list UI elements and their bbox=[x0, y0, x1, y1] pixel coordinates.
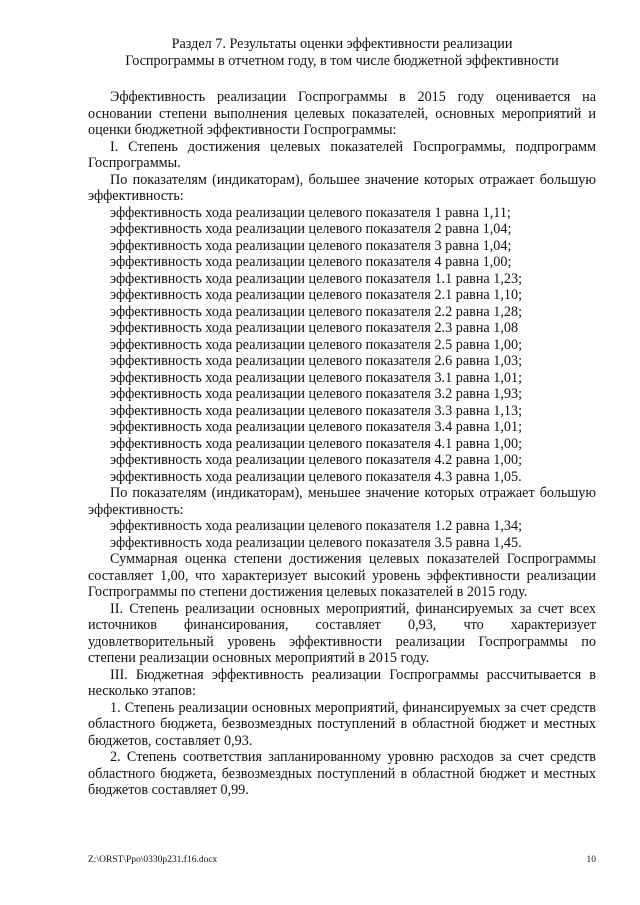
list-item: эффективность хода реализации целевого показателя 2.3 равна 1,08 bbox=[110, 320, 519, 336]
list-item: эффективность хода реализации целевого показателя 3.4 равна 1,01; bbox=[110, 419, 523, 435]
list-item: эффективность хода реализации целевого показателя 3.1 равна 1,01; bbox=[110, 369, 523, 386]
document-page bbox=[88, 36, 596, 799]
list-item: эффективность хода реализации целевого показателя 2.1 равна 1,10; bbox=[110, 287, 523, 303]
section-3-title: III. Бюджетная эффективность реализации Госпрограммы рассчитывается в несколько этапов: bbox=[88, 666, 596, 699]
section-2-paragraph: II. Степень реализации основных мероприятий, финансируемых за счет всех источников финансирования, составляет 0,93, что характеризует удовлетворительный уровень эффективности реализации Госпрограммы по степени реализации основных мероприятий в 2015 году. bbox=[88, 600, 596, 666]
lesser-intro: По показателям (индикаторам), меньшее значение которых отражает большую эффективность: bbox=[88, 485, 596, 518]
lesser-list bbox=[88, 518, 596, 551]
list-item: эффективность хода реализации целевого показателя 4 равна 1,00; bbox=[110, 254, 512, 270]
list-item: эффективность хода реализации целевого показателя 3.5 равна 1,45. bbox=[110, 534, 522, 551]
list-item: эффективность хода реализации целевого показателя 3 равна 1,04; bbox=[110, 237, 512, 254]
summary-paragraph: Суммарная оценка степени достижения целевых показателей Госпрограммы составляет 1,00, что характеризует высокий уровень эффективности реализации Госпрограммы по степени достижения целевых показателей в 2015 году. bbox=[88, 551, 596, 600]
list-item: эффективность хода реализации целевого показателя 2.6 равна 1,03; bbox=[110, 353, 523, 369]
list-item: эффективность хода реализации целевого показателя 1.1 равна 1,23; bbox=[110, 270, 523, 287]
step-1-paragraph: 1. Степень реализации основных мероприятий, финансируемых за счет средств областного бюджета, безвозмездных поступлений в областной бюджет и местных бюджетов, составляет 0,93. bbox=[88, 699, 596, 749]
list-item: эффективность хода реализации целевого показателя 2 равна 1,04; bbox=[110, 221, 512, 237]
intro-paragraph: Эффективность реализации Госпрограммы в 2015 году оценивается на основании степени выполнения целевых показателей, основных мероприятий и оценки бюджетной эффективности Госпрограммы: bbox=[88, 89, 596, 138]
greater-list bbox=[88, 205, 596, 486]
page-footer bbox=[88, 855, 596, 865]
list-item: эффективность хода реализации целевого показателя 4.3 равна 1,05. bbox=[110, 468, 522, 485]
list-item: эффективность хода реализации целевого показателя 1.2 равна 1,34; bbox=[110, 518, 523, 534]
section-heading bbox=[88, 36, 596, 69]
heading-line-1: Раздел 7. Результаты оценки эффективности реализации bbox=[171, 36, 513, 52]
list-item: эффективность хода реализации целевого показателя 2.5 равна 1,00; bbox=[110, 336, 523, 353]
file-path: Z:\ORST\Ppo\0330p231.f16.docx bbox=[88, 855, 218, 865]
list-item: эффективность хода реализации целевого показателя 3.3 равна 1,13; bbox=[110, 402, 523, 419]
list-item: эффективность хода реализации целевого показателя 2.2 равна 1,28; bbox=[110, 303, 523, 320]
list-item: эффективность хода реализации целевого показателя 4.2 равна 1,00; bbox=[110, 452, 523, 468]
list-item: эффективность хода реализации целевого показателя 4.1 равна 1,00; bbox=[110, 435, 523, 452]
page-number: 10 bbox=[586, 855, 596, 865]
list-item: эффективность хода реализации целевого показателя 1 равна 1,11; bbox=[110, 204, 511, 221]
step-2-paragraph: 2. Степень соответствия запланированному уровню расходов за счет средств областного бюджета, безвозмездных поступлений в областной бюджет и местных бюджетов составляет 0,99. bbox=[88, 749, 596, 798]
list-item: эффективность хода реализации целевого показателя 3.2 равна 1,93; bbox=[110, 386, 523, 402]
greater-intro: По показателям (индикаторам), большее значение которых отражает большую эффективность: bbox=[88, 171, 596, 204]
section-1-title: I. Степень достижения целевых показателей Госпрограммы, подпрограмм Госпрограммы. bbox=[88, 138, 596, 171]
heading-line-2: Госпрограммы в отчетном году, в том числе бюджетной эффективности bbox=[125, 52, 559, 69]
